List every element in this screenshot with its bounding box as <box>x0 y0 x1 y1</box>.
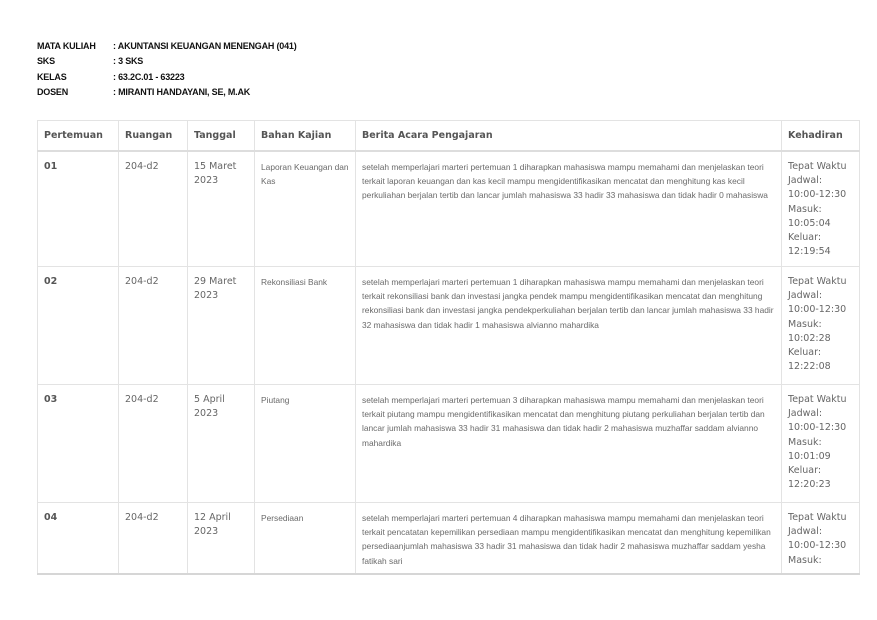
cell-kehadiran: Tepat Waktu Jadwal: 10:00-12:30 Masuk: 10:05:04 Keluar: 12:19:54 <box>782 151 860 267</box>
course-info <box>37 38 297 100</box>
info-row-mata-kuliah <box>37 38 297 54</box>
info-value: : 63.2C.01 - 63223 <box>113 71 185 82</box>
cell-kehadiran: Tepat Waktu Jadwal: 10:00-12:30 Masuk: <box>782 503 860 575</box>
teaching-record-table <box>37 120 860 575</box>
info-value: : 3 SKS <box>113 56 144 67</box>
cell-bahan-kajian: Piutang <box>255 385 356 503</box>
cell-pertemuan: 03 <box>38 385 119 503</box>
info-row-sks <box>37 54 297 70</box>
header-ruangan: Ruangan <box>119 121 188 152</box>
cell-berita-acara: setelah memperlajari marteri pertemuan 1 diharapkan mahasiswa mampu memahami dan menjelaskan teori terkait laporan keuangan dan kas kecil mampu mengidentifikasikan mencatat dan menghitung kas kecil perkuliahan berjalan tertib dan lancar jumlah mahasiswa 33 hadir 33 mahasiswa dan tidak hadir 0 mahasiswa <box>356 151 782 267</box>
cell-ruangan: 204-d2 <box>119 503 188 575</box>
info-label: KELAS <box>37 71 67 82</box>
cell-tanggal: 5 April 2023 <box>188 385 255 503</box>
cell-pertemuan: 01 <box>38 151 119 267</box>
cell-pertemuan: 04 <box>38 503 119 575</box>
cell-bahan-kajian: Rekonsiliasi Bank <box>255 267 356 385</box>
cell-ruangan: 204-d2 <box>119 151 188 267</box>
cell-ruangan: 204-d2 <box>119 385 188 503</box>
info-label: DOSEN <box>37 87 69 98</box>
cell-tanggal: 29 Maret 2023 <box>188 267 255 385</box>
cell-tanggal: 12 April 2023 <box>188 503 255 575</box>
cell-pertemuan: 02 <box>38 267 119 385</box>
info-label: SKS <box>37 56 55 67</box>
header-bahan-kajian: Bahan Kajian <box>255 121 356 152</box>
info-value: : AKUNTANSI KEUANGAN MENENGAH (041) <box>113 40 297 51</box>
cell-ruangan: 204-d2 <box>119 267 188 385</box>
table-row <box>38 503 860 575</box>
table-row <box>38 385 860 503</box>
cell-bahan-kajian: Laporan Keuangan dan Kas <box>255 151 356 267</box>
header-kehadiran: Kehadiran <box>782 121 860 152</box>
cell-kehadiran: Tepat Waktu Jadwal: 10:00-12:30 Masuk: 10:01:09 Keluar: 12:20:23 <box>782 385 860 503</box>
info-row-kelas <box>37 69 297 85</box>
cell-kehadiran: Tepat Waktu Jadwal: 10:00-12:30 Masuk: 10:02:28 Keluar: 12:22:08 <box>782 267 860 385</box>
info-label: MATA KULIAH <box>37 40 96 51</box>
info-value: : MIRANTI HANDAYANI, SE, M.AK <box>113 87 251 98</box>
table-row <box>38 151 860 267</box>
cell-berita-acara: setelah memperlajari marteri pertemuan 1 diharapkan mahasiswa mampu memahami dan menjelaskan teori terkait rekonsiliasi bank dan investasi jangka pendek mampu mengidentifikasikan mencatat dan menghitung rekonsiliasi bank dan investasi jangka pendekperkuliahan berjalan tertib dan lancar jumlah mahasiswa 33 hadir 32 mahasiswa dan tidak hadir 1 mahasiswa alvianno mahardika <box>356 267 782 385</box>
table-header-row <box>38 121 860 152</box>
table-row <box>38 267 860 385</box>
cell-berita-acara: setelah memperlajari marteri pertemuan 4 diharapkan mahasiswa mampu memahami dan menjelaskan teori terkait pencatatan kepemilikan persediaan mampu mengidentifikasikan mencatat dan menghitung kepemilikan persediaanjumlah mahasiswa 33 hadir 31 mahasiswa dan tidak hadir 2 mahasiswa muzhaffar saddam yesha fatikah sari <box>356 503 782 575</box>
info-row-dosen <box>37 85 297 101</box>
cell-tanggal: 15 Maret 2023 <box>188 151 255 267</box>
header-pertemuan: Pertemuan <box>38 121 119 152</box>
cell-bahan-kajian: Persediaan <box>255 503 356 575</box>
header-berita-acara: Berita Acara Pengajaran <box>356 121 782 152</box>
header-tanggal: Tanggal <box>188 121 255 152</box>
cell-berita-acara: setelah memperlajari marteri pertemuan 3 diharapkan mahasiswa mampu memahami dan menjelaskan teori terkait piutang mampu mengidentifikasikan mencatat dan menghitung piutang perkuliahan berjalan tertib dan lancar jumlah mahasiswa 33 hadir 31 mahasiswa dan tidak hadir 2 mahasiswa muzhaffar saddam alvianno mahardika <box>356 385 782 503</box>
